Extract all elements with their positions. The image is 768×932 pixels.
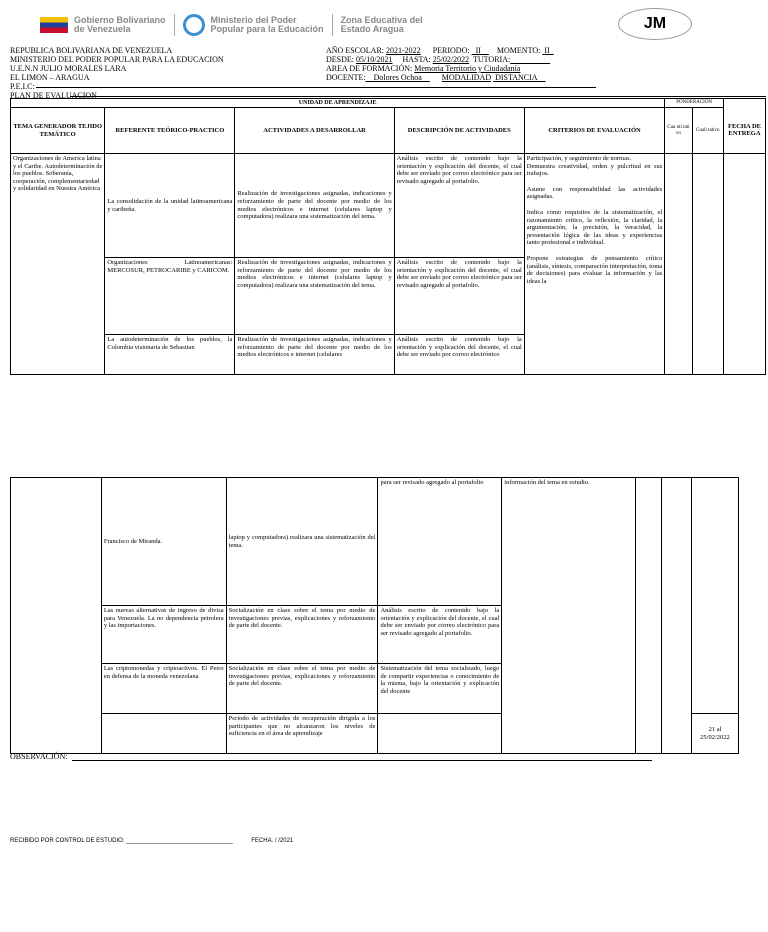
criterios-cell: Participación, y seguimiento de normas. Demuestra creatividad, orden y pulcritud en sus trabajos. Asume con responsabilidad las actividades asignadas. Indica como requisitos de la sistematización, el razonamiento crítico, la reflexión, la claridad, la argumentación, la precisión, la veracidad, la presentación lógica de las ideas y experiencias tanto profesional e individual. Propone estrategias de pensamiento crítico (análisis, síntesis, comparación interpretación, toma de decisiones) para evaluar la información y las ideas la	[524, 154, 665, 375]
table-row: Organizaciones de America latina y el Caribe. Autodeterminación de los pueblos. Soberanía, cooperación, complementariedad y solidaridad en Nuestra América La consolidación de la unidad latinoamericana y caribeña. Realización de investigaciones asignadas, indicaciones y reforzamiento de parte del docente por medio de los medios electrónicos e internet (celulares laptop y computadora) realizara una sistematización del tema. Análisis escrito de contenido bajo la orientación y explicación del docente, el cual debe ser enviado por correo electrónico para ser revisado agregado al portafolio. Participación, y seguimiento de normas. Demuestra creatividad, orden y pulcritud en sus trabajos. Asume con responsabilidad las actividades asignadas. Indica como requisitos de la sistematización, el razonamiento crítico, la reflexión, la claridad, la argumentación, la precisión, la veracidad, la presentación lógica de las ideas y experiencias tanto profesional e individual. Propone estrategias de pensamiento crítico (análisis, síntesis, comparación interpretación, toma de decisiones) para evaluar la información y las ideas la	[11, 154, 766, 258]
col-actividades: ACTIVIDADES A DESARROLLAR	[235, 108, 394, 154]
col-cualitativo: Cuali tativo	[692, 108, 723, 154]
col-tema: TEMA GENERADOR TEJIDO TEMÁTICO	[11, 108, 105, 154]
table-row: Periodo de actividades de recuperación dirigida a los participantes que no alcanzaron los niveles de suficiencia en el área de aprendizaje 21 al 25/02/2022	[11, 714, 739, 754]
recibido-line: RECIBIDO POR CONTROL DE ESTUDIO: ________________________________ FECHA. / /2021	[10, 838, 294, 844]
school-logo: JM	[618, 8, 692, 40]
table-row: Las criptomonedas y criptoactivos. El Petro en defensa de la moneda venezolana Socialización en clase sobre el tema por medio de investigaciones previas, explicaciones y reforzamiento de parte del docente. Sistematización del tema socializado, luego de compartir experiencias o conocimiento de la misma, bajo la orientación y explicación del docente	[11, 664, 739, 714]
table-row: La autodeterminación de los pueblos, la Colombia visionaria de Sebastian Realización de investigaciones asignadas, indicaciones y reforzamiento de parte del docente por medio de los medios electrónicos e internet (celulares Análisis escrito de contenido bajo la orientación y explicación del docente, el cual debe ser enviado por correo electrónico	[11, 335, 766, 375]
logo-gobierno: Gobierno Bolivariano de Venezuela	[74, 15, 166, 34]
col-referente: REFERENTE TEÓRICO-PRACTICO	[105, 108, 235, 154]
evaluation-table: UNIDAD DE APRENDIZAJE PONDERACION TEMA GENERADOR TEJIDO TEMÁTICO REFERENTE TEÓRICO-PRACTICO ACTIVIDADES A DESARROLLAR DESCRIPCIÓN DE ACTIVIDADES CRITERIOS DE EVALUACIÓN Cua nti tati vo Cuali tativo FECHA DE ENTREGA Organizaciones de America latina y el Caribe. Autodeterminación de los pueblos. Soberanía, cooperación, complementariedad y solidaridad en Nuestra América La consolidación de la unidad latinoamericana y caribeña. Realización de investigaciones asignadas, indicaciones y reforzamiento de parte del docente por medio de los medios electrónicos e internet (celulares laptop y computadora) realizara una sistematización del tema. Análisis escrito de contenido bajo la orientación y explicación del docente, el cual debe ser enviado por correo electrónico para ser revisado agregado al portafolio. Participación, y seguimiento de normas. Demuestra creatividad, orden y pulcritud en sus trabajos. Asume con responsabilidad las actividades asignadas. Indica como requisitos de la sistematización, el razonamiento crítico, la reflexión, la claridad, la argumentación, la precisión, la veracidad, la presentación lógica de las ideas y experiencias tanto profesional e individual. Propone estrategias de pensamiento crítico (análisis, síntesis, comparación interpretación, toma de decisiones) para evaluar la información y las ideas la Organizaciones Latinoamericanas: MERCOSUR, PETROCARIBE y CARICOM. Realización de investigaciones asignadas, indicaciones y reforzamiento de parte del docente por medio de los medios electrónicos e internet (celulares laptop y computadora) realizara una sistematización del tema. Análisis escrito de contenido bajo la orientación y explicación del docente, el cual debe ser enviado por correo electrónico para ser revisado agregado al portafolio. La autodeterminación de los pueblos, la Colombia visionaria de Sebastian Realización de investigaciones asignadas, indicaciones y reforzamiento de parte del docente por medio de los medios electrónicos e internet (celulares Análisis escrito de contenido bajo la orientación y explicación del docente, el cual debe ser enviado por correo electrónico	[10, 98, 766, 375]
table-row: Las nuevas alternativas de ingreso de divisa para Venezuela. La no dependencia petrolera y las importaciones. Socialización en clase sobre el tema por medio de investigaciones previas, explicaciones y reforzamiento de parte del docente. Análisis escrito de contenido bajo la orientación y explicación del docente, el cual debe ser enviado por correo electrónico para ser revisado agregado al portafolio.	[11, 606, 739, 664]
logo-zona: Zona Educativa del Estado Aragua	[340, 15, 423, 34]
tema-cell: Organizaciones de America latina y el Caribe. Autodeterminación de los pueblos. Soberanía, cooperación, complementariedad y solidaridad en Nuestra América	[11, 154, 105, 375]
col-criterios: CRITERIOS DE EVALUACIÓN	[524, 108, 665, 154]
table-row: Francisco de Miranda. laptop y computadora) realizara una sistematización del tema. para ser revisado agregado al portafolio información del tema en estudio.	[11, 478, 739, 606]
observacion-label: OBSERVACIÓN:	[10, 752, 68, 761]
header-left: REPUBLICA BOLIVARIANA DE VENEZUELA MINISTERIO DEL PODER POPULAR PARA LA EDUCACION U.E.N.N JULIO MORALES LARA EL LIMON – ARAGUA P.E.I.C: PLAN DE EVALUACION	[10, 46, 224, 100]
logo-ministerio: Ministerio del Poder Popular para la Educación	[210, 15, 324, 34]
col-fecha: FECHA DE ENTREGA	[723, 108, 765, 154]
header-banner	[40, 10, 700, 40]
unidad-header: UNIDAD DE APRENDIZAJE	[11, 99, 665, 108]
fecha-entrega: 21 al 25/02/2022	[691, 714, 738, 754]
col-cuantitativo: Cua nti tati vo	[665, 108, 692, 154]
venezuela-flag-icon	[40, 17, 68, 33]
col-descripcion: DESCRIPCIÓN DE ACTIVIDADES	[394, 108, 524, 154]
table-row: Organizaciones Latinoamericanas: MERCOSUR, PETROCARIBE y CARICOM. Realización de investigaciones asignadas, indicaciones y reforzamiento de parte del docente por medio de los medios electrónicos e internet (celulares laptop y computadora) realizara una sistematización del tema. Análisis escrito de contenido bajo la orientación y explicación del docente, el cual debe ser enviado por correo electrónico para ser revisado agregado al portafolio.	[11, 258, 766, 335]
evaluation-table-continued	[10, 477, 739, 754]
header-right: AÑO ESCOLAR: 2021-2022 PERIODO: II MOMENTO: II DESDE: 05/10/2021 HASTA: 25/02/2022 TUTORIA: AREA DE FORMACIÓN: Memoria Territorio y Ciudadanía DOCENTE: Dolores Ochoa MODALIDAD DISTANCIA	[326, 46, 550, 82]
ministry-logo-icon	[183, 14, 205, 36]
